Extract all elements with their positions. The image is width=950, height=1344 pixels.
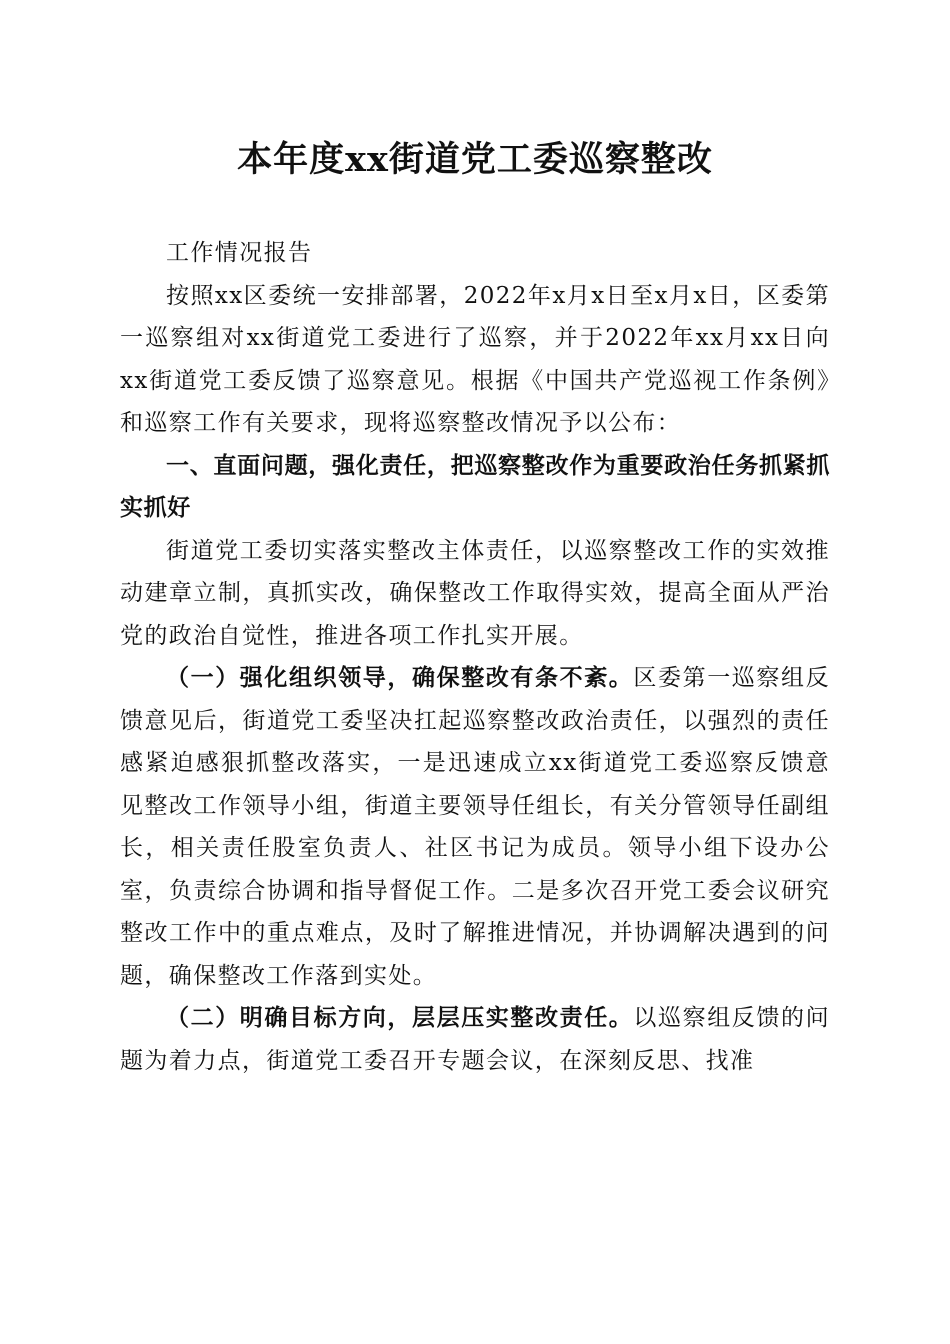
item-1-lead: （一）强化组织领导，确保整改有条不紊。 xyxy=(166,664,634,691)
item-1-text: 区委第一巡察组反馈意见后，街道党工委坚决扛起巡察整改政治责任，以强烈的责任感紧迫感狠抓整改落实，一是迅速成立xx街道党工委巡察反馈意见整改工作领导小组，街道主要领导任组长，有关分管领导任副组长，相关责任股室负责人、社区书记为成员。领导小组下设办公室，负责综合协调和指导督促工作。二是多次召开党工委会议研究整改工作中的重点难点，及时了解推进情况，并协调解决遇到的问题，确保整改工作落到实处。 xyxy=(120,665,830,989)
item-2-text: 以巡察组反馈的问题为着力点，街道党工委召开专题会议，在深刻反思、找准 xyxy=(120,1005,830,1074)
item-1-paragraph xyxy=(120,657,830,997)
report-subtitle: 工作情况报告 xyxy=(166,240,313,266)
item-2-lead: （二）明确目标方向，层层压实整改责任。 xyxy=(166,1004,634,1031)
section-1-paragraph: 街道党工委切实落实整改主体责任，以巡察整改工作的实效推动建章立制，真抓实改，确保整改工作取得实效，提高全面从严治党的政治自觉性，推进各项工作扎实开展。 xyxy=(120,537,830,649)
intro-paragraph: 按照xx区委统一安排部署，2022年x月x日至x月x日，区委第一巡察组对xx街道党工委进行了巡察，并于2022年xx月xx日向xx街道党工委反馈了巡察意见。根据《中国共产党巡视工作条例》和巡察工作有关要求，现将巡察整改情况予以公布： xyxy=(120,282,830,436)
document-body xyxy=(120,232,830,1082)
item-2-paragraph xyxy=(120,997,830,1082)
document-title: 本年度xx街道党工委巡察整改 xyxy=(237,139,713,180)
section-heading-1: 一、直面问题，强化责任，把巡察整改作为重要政治任务抓紧抓实抓好 xyxy=(120,452,830,521)
